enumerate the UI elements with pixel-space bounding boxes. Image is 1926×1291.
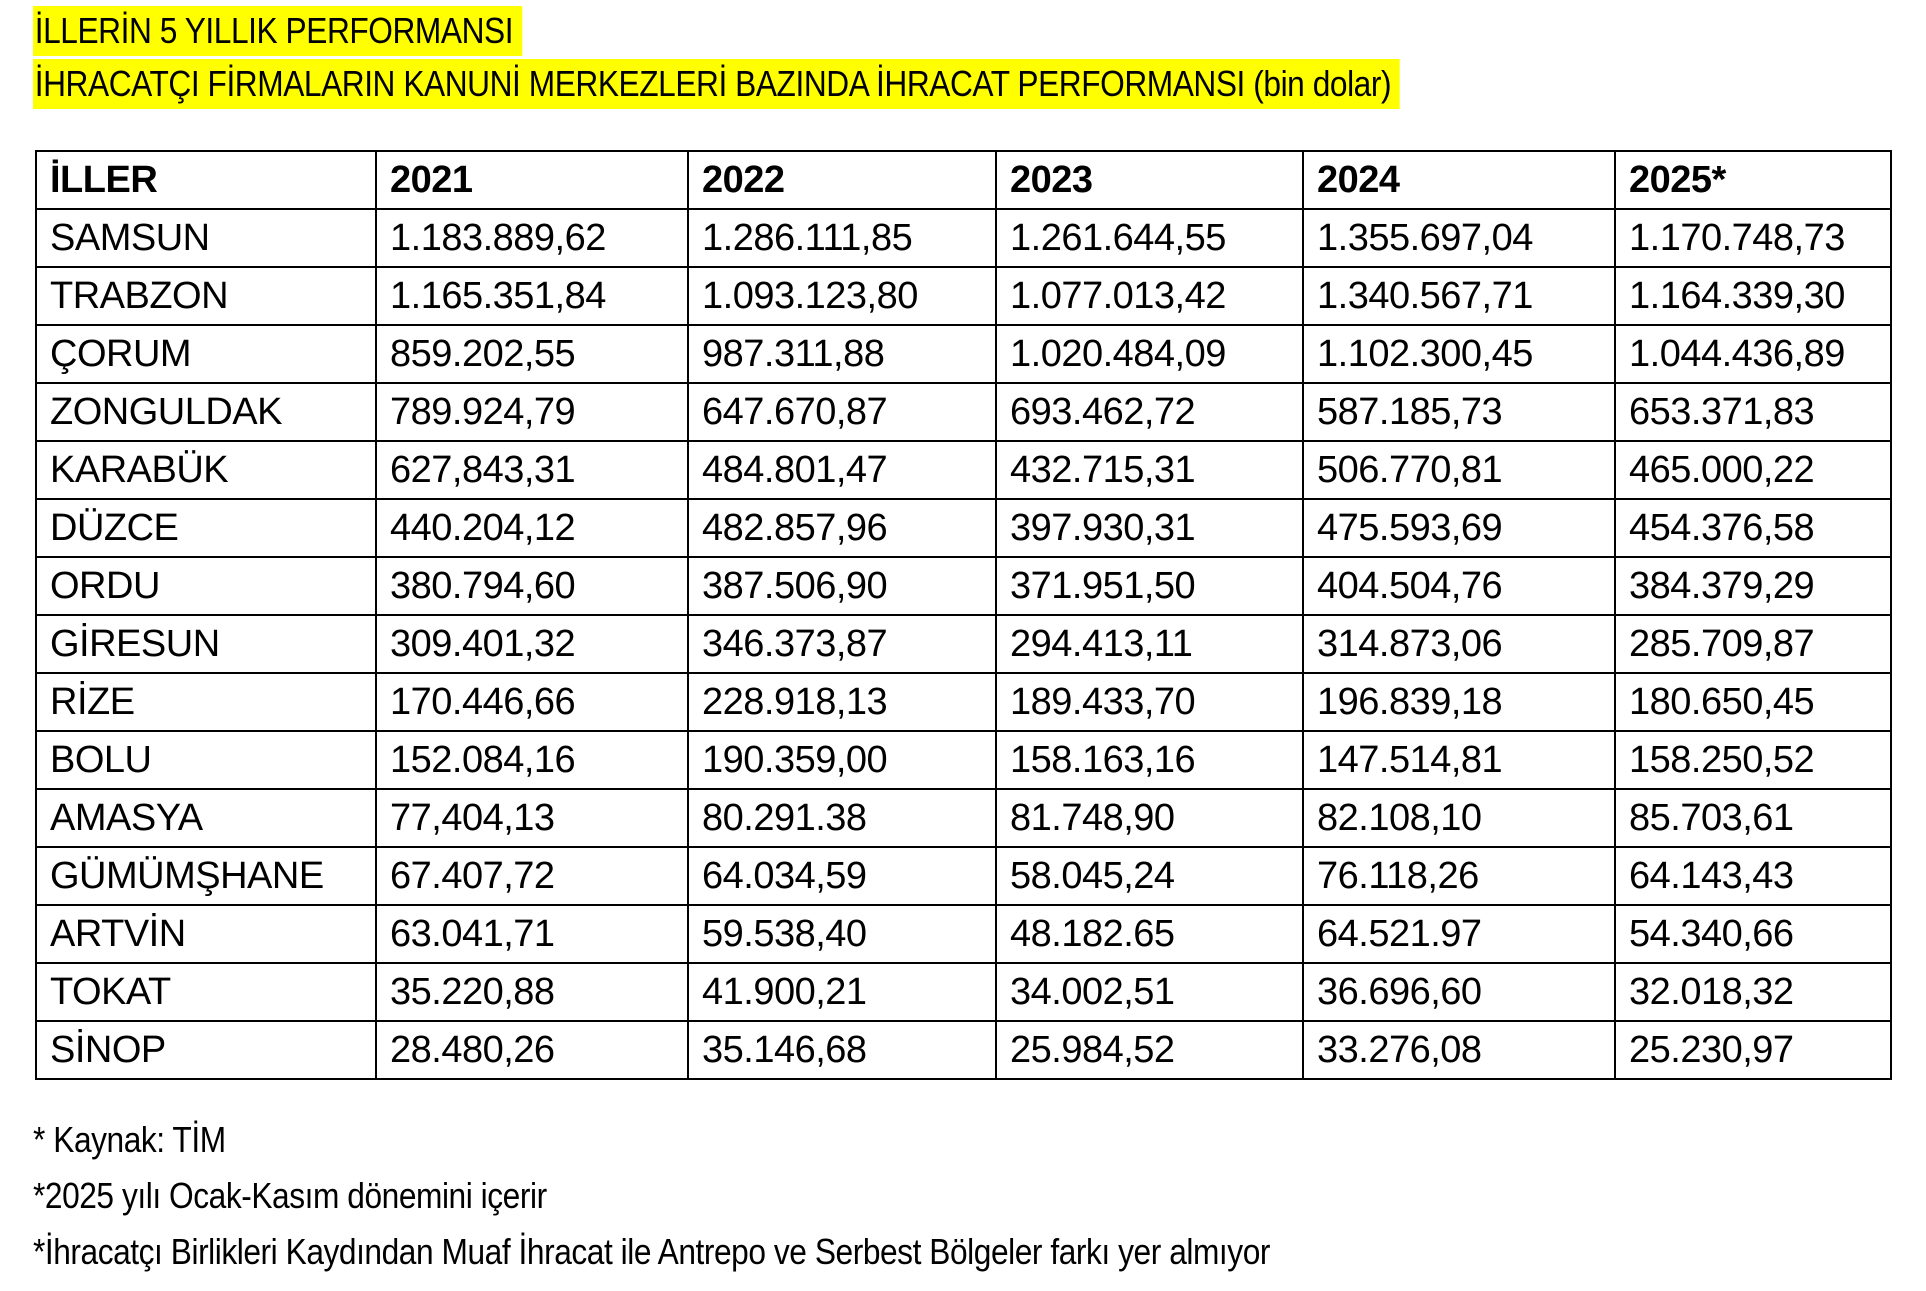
value-cell: 1.077.013,42 — [996, 267, 1303, 325]
value-cell: 693.462,72 — [996, 383, 1303, 441]
page-title: İLLERİN 5 YILLIK PERFORMANSI — [33, 6, 522, 56]
value-cell: 63.041,71 — [376, 905, 688, 963]
table-row — [36, 731, 1891, 789]
value-cell: 384.379,29 — [1615, 557, 1891, 615]
value-cell: 627,843,31 — [376, 441, 688, 499]
value-cell: 1.286.111,85 — [688, 209, 996, 267]
value-cell: 987.311,88 — [688, 325, 996, 383]
table-row — [36, 499, 1891, 557]
value-cell: 80.291.38 — [688, 789, 996, 847]
value-cell: 77,404,13 — [376, 789, 688, 847]
value-cell: 285.709,87 — [1615, 615, 1891, 673]
value-cell: 189.433,70 — [996, 673, 1303, 731]
value-cell: 482.857,96 — [688, 499, 996, 557]
table-row — [36, 557, 1891, 615]
value-cell: 454.376,58 — [1615, 499, 1891, 557]
value-cell: 54.340,66 — [1615, 905, 1891, 963]
value-cell: 32.018,32 — [1615, 963, 1891, 1021]
footnote-scope: *İhracatçı Birlikleri Kaydından Muaf İhracat ile Antrepo ve Serbest Bölgeler farkı yer almıyor — [33, 1231, 1270, 1272]
province-cell: SİNOP — [36, 1021, 376, 1079]
province-cell: DÜZCE — [36, 499, 376, 557]
value-cell: 1.340.567,71 — [1303, 267, 1615, 325]
value-cell: 506.770,81 — [1303, 441, 1615, 499]
value-cell: 33.276,08 — [1303, 1021, 1615, 1079]
value-cell: 48.182.65 — [996, 905, 1303, 963]
value-cell: 465.000,22 — [1615, 441, 1891, 499]
title-block — [33, 6, 1400, 112]
province-cell: ÇORUM — [36, 325, 376, 383]
province-cell: ORDU — [36, 557, 376, 615]
value-cell: 397.930,31 — [996, 499, 1303, 557]
value-cell: 158.163,16 — [996, 731, 1303, 789]
value-cell: 314.873,06 — [1303, 615, 1615, 673]
header-cell-2022: 2022 — [688, 151, 996, 209]
value-cell: 1.355.697,04 — [1303, 209, 1615, 267]
value-cell: 170.446,66 — [376, 673, 688, 731]
value-cell: 440.204,12 — [376, 499, 688, 557]
table-row — [36, 673, 1891, 731]
value-cell: 180.650,45 — [1615, 673, 1891, 731]
export-performance-table — [35, 150, 1892, 1080]
value-cell: 387.506,90 — [688, 557, 996, 615]
province-cell: RİZE — [36, 673, 376, 731]
value-cell: 147.514,81 — [1303, 731, 1615, 789]
title-line-1 — [33, 6, 1400, 56]
value-cell: 82.108,10 — [1303, 789, 1615, 847]
province-cell: AMASYA — [36, 789, 376, 847]
table-row — [36, 615, 1891, 673]
value-cell: 1.165.351,84 — [376, 267, 688, 325]
value-cell: 294.413,11 — [996, 615, 1303, 673]
value-cell: 28.480,26 — [376, 1021, 688, 1079]
value-cell: 41.900,21 — [688, 963, 996, 1021]
value-cell: 1.261.644,55 — [996, 209, 1303, 267]
value-cell: 484.801,47 — [688, 441, 996, 499]
value-cell: 1.183.889,62 — [376, 209, 688, 267]
title-line-2 — [33, 59, 1400, 109]
value-cell: 81.748,90 — [996, 789, 1303, 847]
value-cell: 1.020.484,09 — [996, 325, 1303, 383]
value-cell: 475.593,69 — [1303, 499, 1615, 557]
value-cell: 59.538,40 — [688, 905, 996, 963]
value-cell: 1.170.748,73 — [1615, 209, 1891, 267]
value-cell: 76.118,26 — [1303, 847, 1615, 905]
value-cell: 587.185,73 — [1303, 383, 1615, 441]
value-cell: 1.044.436,89 — [1615, 325, 1891, 383]
value-cell: 380.794,60 — [376, 557, 688, 615]
table-body — [36, 209, 1891, 1079]
table-row — [36, 325, 1891, 383]
value-cell: 34.002,51 — [996, 963, 1303, 1021]
header-cell-2024: 2024 — [1303, 151, 1615, 209]
table-row — [36, 209, 1891, 267]
header-cell-2025: 2025* — [1615, 151, 1891, 209]
value-cell: 64.034,59 — [688, 847, 996, 905]
value-cell: 647.670,87 — [688, 383, 996, 441]
value-cell: 432.715,31 — [996, 441, 1303, 499]
table-row — [36, 1021, 1891, 1079]
value-cell: 85.703,61 — [1615, 789, 1891, 847]
province-cell: GÜMÜMŞHANE — [36, 847, 376, 905]
value-cell: 859.202,55 — [376, 325, 688, 383]
footnotes — [33, 1112, 1270, 1280]
header-cell-2021: 2021 — [376, 151, 688, 209]
value-cell: 64.521.97 — [1303, 905, 1615, 963]
table-row — [36, 789, 1891, 847]
value-cell: 196.839,18 — [1303, 673, 1615, 731]
province-cell: TOKAT — [36, 963, 376, 1021]
province-cell: GİRESUN — [36, 615, 376, 673]
value-cell: 346.373,87 — [688, 615, 996, 673]
province-cell: KARABÜK — [36, 441, 376, 499]
value-cell: 789.924,79 — [376, 383, 688, 441]
value-cell: 1.164.339,30 — [1615, 267, 1891, 325]
value-cell: 64.143,43 — [1615, 847, 1891, 905]
table-row — [36, 963, 1891, 1021]
page-subtitle: İHRACATÇI FİRMALARIN KANUNİ MERKEZLERİ BAZINDA İHRACAT PERFORMANSI (bin dolar) — [33, 59, 1400, 109]
value-cell: 58.045,24 — [996, 847, 1303, 905]
table-row — [36, 267, 1891, 325]
value-cell: 228.918,13 — [688, 673, 996, 731]
value-cell: 25.984,52 — [996, 1021, 1303, 1079]
value-cell: 190.359,00 — [688, 731, 996, 789]
header-cell-2023: 2023 — [996, 151, 1303, 209]
value-cell: 1.093.123,80 — [688, 267, 996, 325]
value-cell: 25.230,97 — [1615, 1021, 1891, 1079]
table-row — [36, 383, 1891, 441]
province-cell: ZONGULDAK — [36, 383, 376, 441]
value-cell: 653.371,83 — [1615, 383, 1891, 441]
table-row — [36, 847, 1891, 905]
table-header-row — [36, 151, 1891, 209]
value-cell: 36.696,60 — [1303, 963, 1615, 1021]
value-cell: 35.220,88 — [376, 963, 688, 1021]
value-cell: 67.407,72 — [376, 847, 688, 905]
province-cell: ARTVİN — [36, 905, 376, 963]
footnote-period: *2025 yılı Ocak-Kasım dönemini içerir — [33, 1175, 547, 1216]
value-cell: 158.250,52 — [1615, 731, 1891, 789]
footnote-source: * Kaynak: TİM — [33, 1119, 226, 1160]
header-cell-iller: İLLER — [36, 151, 376, 209]
table-row — [36, 441, 1891, 499]
value-cell: 309.401,32 — [376, 615, 688, 673]
value-cell: 1.102.300,45 — [1303, 325, 1615, 383]
province-cell: TRABZON — [36, 267, 376, 325]
value-cell: 404.504,76 — [1303, 557, 1615, 615]
table-row — [36, 905, 1891, 963]
value-cell: 371.951,50 — [996, 557, 1303, 615]
value-cell: 35.146,68 — [688, 1021, 996, 1079]
province-cell: SAMSUN — [36, 209, 376, 267]
value-cell: 152.084,16 — [376, 731, 688, 789]
province-cell: BOLU — [36, 731, 376, 789]
